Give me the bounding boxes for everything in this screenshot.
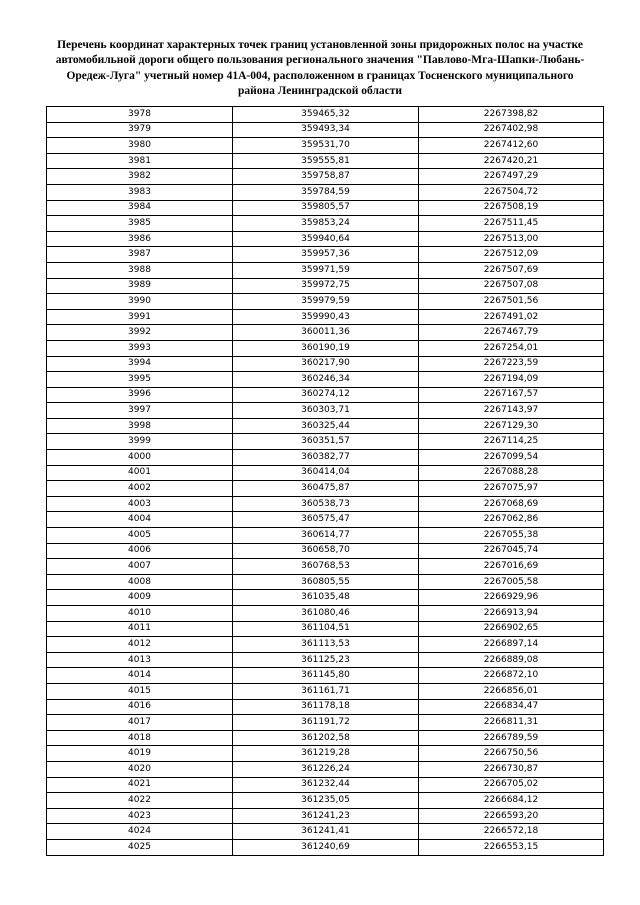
y-coordinate-cell: 2266750,56 [419,746,604,762]
y-coordinate-cell: 2266730,87 [419,761,604,777]
y-coordinate-cell: 2267512,09 [419,247,604,263]
x-coordinate-cell: 360658,70 [233,543,419,559]
table-row [47,262,604,278]
x-coordinate-cell: 361232,44 [233,777,419,793]
x-coordinate-cell: 361202,58 [233,730,419,746]
x-coordinate-cell: 359972,75 [233,278,419,294]
y-coordinate-cell: 2267062,86 [419,512,604,528]
y-coordinate-cell: 2266593,20 [419,808,604,824]
table-row [47,574,604,590]
y-coordinate-cell: 2267114,25 [419,434,604,450]
table-row [47,216,604,232]
y-coordinate-cell: 2266929,96 [419,590,604,606]
table-row [47,761,604,777]
point-number-cell: 3998 [47,418,233,434]
x-coordinate-cell: 359555,81 [233,153,419,169]
y-coordinate-cell: 2267194,09 [419,372,604,388]
y-coordinate-cell: 2267099,54 [419,450,604,466]
x-coordinate-cell: 361191,72 [233,715,419,731]
table-row [47,325,604,341]
point-number-cell: 4003 [47,496,233,512]
point-number-cell: 4017 [47,715,233,731]
table-row [47,824,604,840]
x-coordinate-cell: 361240,69 [233,839,419,855]
point-number-cell: 4014 [47,668,233,684]
x-coordinate-cell: 360475,87 [233,481,419,497]
x-coordinate-cell: 361080,46 [233,606,419,622]
point-number-cell: 4012 [47,637,233,653]
y-coordinate-cell: 2267513,00 [419,231,604,247]
point-number-cell: 3981 [47,153,233,169]
table-row [47,683,604,699]
point-number-cell: 3989 [47,278,233,294]
y-coordinate-cell: 2267504,72 [419,184,604,200]
x-coordinate-cell: 359758,87 [233,169,419,185]
point-number-cell: 4021 [47,777,233,793]
y-coordinate-cell: 2267223,59 [419,356,604,372]
table-row [47,309,604,325]
point-number-cell: 3990 [47,294,233,310]
x-coordinate-cell: 361125,23 [233,652,419,668]
point-number-cell: 3980 [47,138,233,154]
point-number-cell: 3996 [47,387,233,403]
x-coordinate-cell: 360414,04 [233,465,419,481]
table-row [47,481,604,497]
table-row [47,138,604,154]
point-number-cell: 3978 [47,107,233,123]
y-coordinate-cell: 2267167,57 [419,387,604,403]
point-number-cell: 4015 [47,683,233,699]
point-number-cell: 4000 [47,450,233,466]
table-row [47,153,604,169]
table-row [47,543,604,559]
y-coordinate-cell: 2266811,31 [419,715,604,731]
y-coordinate-cell: 2266572,18 [419,824,604,840]
table-row [47,777,604,793]
point-number-cell: 4022 [47,793,233,809]
x-coordinate-cell: 361178,18 [233,699,419,715]
x-coordinate-cell: 359940,64 [233,231,419,247]
point-number-cell: 4011 [47,621,233,637]
table-row [47,668,604,684]
table-row [47,606,604,622]
table-row [47,512,604,528]
point-number-cell: 3986 [47,231,233,247]
table-row [47,465,604,481]
y-coordinate-cell: 2267511,45 [419,216,604,232]
table-row [47,278,604,294]
point-number-cell: 3992 [47,325,233,341]
y-coordinate-cell: 2267088,28 [419,465,604,481]
table-row [47,621,604,637]
table-row [47,652,604,668]
x-coordinate-cell: 359531,70 [233,138,419,154]
point-number-cell: 4024 [47,824,233,840]
coordinates-table [46,106,604,856]
point-number-cell: 3982 [47,169,233,185]
x-coordinate-cell: 360351,57 [233,434,419,450]
table-row [47,496,604,512]
point-number-cell: 4023 [47,808,233,824]
y-coordinate-cell: 2267055,38 [419,528,604,544]
point-number-cell: 4004 [47,512,233,528]
x-coordinate-cell: 361145,80 [233,668,419,684]
y-coordinate-cell: 2267398,82 [419,107,604,123]
x-coordinate-cell: 360217,90 [233,356,419,372]
table-row [47,200,604,216]
table-row [47,637,604,653]
x-coordinate-cell: 360303,71 [233,403,419,419]
point-number-cell: 3997 [47,403,233,419]
table-row [47,169,604,185]
x-coordinate-cell: 360325,44 [233,418,419,434]
table-row [47,122,604,138]
point-number-cell: 4002 [47,481,233,497]
table-row [47,387,604,403]
point-number-cell: 4005 [47,528,233,544]
table-row [47,808,604,824]
y-coordinate-cell: 2267254,01 [419,340,604,356]
x-coordinate-cell: 359784,59 [233,184,419,200]
x-coordinate-cell: 360805,55 [233,574,419,590]
x-coordinate-cell: 361104,51 [233,621,419,637]
title-line: Перечень координат характерных точек границ установленной зоны придорожных полос на участке [57,39,583,51]
table-row [47,528,604,544]
x-coordinate-cell: 359990,43 [233,309,419,325]
table-row [47,356,604,372]
point-number-cell: 4008 [47,574,233,590]
x-coordinate-cell: 360538,73 [233,496,419,512]
point-number-cell: 3979 [47,122,233,138]
table-row [47,247,604,263]
x-coordinate-cell: 359805,57 [233,200,419,216]
point-number-cell: 4006 [47,543,233,559]
y-coordinate-cell: 2266913,94 [419,606,604,622]
y-coordinate-cell: 2266856,01 [419,683,604,699]
table-row [47,793,604,809]
y-coordinate-cell: 2266553,15 [419,839,604,855]
x-coordinate-cell: 361226,24 [233,761,419,777]
table-row [47,418,604,434]
point-number-cell: 3994 [47,356,233,372]
y-coordinate-cell: 2266889,08 [419,652,604,668]
x-coordinate-cell: 361235,05 [233,793,419,809]
y-coordinate-cell: 2266705,02 [419,777,604,793]
table-row [47,559,604,575]
title-line: Оредеж-Луга" учетный номер 41А-004, расположенном в границах Тосненского муниципального [66,69,574,82]
x-coordinate-cell: 360614,77 [233,528,419,544]
y-coordinate-cell: 2267508,19 [419,200,604,216]
x-coordinate-cell: 359957,36 [233,247,419,263]
y-coordinate-cell: 2267501,56 [419,294,604,310]
point-number-cell: 4018 [47,730,233,746]
point-number-cell: 3988 [47,262,233,278]
x-coordinate-cell: 361161,71 [233,683,419,699]
x-coordinate-cell: 361241,41 [233,824,419,840]
x-coordinate-cell: 359971,59 [233,262,419,278]
point-number-cell: 3999 [47,434,233,450]
document-title [40,38,600,99]
y-coordinate-cell: 2266684,12 [419,793,604,809]
y-coordinate-cell: 2267491,02 [419,309,604,325]
table-row [47,372,604,388]
x-coordinate-cell: 360246,34 [233,372,419,388]
x-coordinate-cell: 359853,24 [233,216,419,232]
point-number-cell: 4025 [47,839,233,855]
point-number-cell: 3987 [47,247,233,263]
point-number-cell: 4001 [47,465,233,481]
y-coordinate-cell: 2266834,47 [419,699,604,715]
y-coordinate-cell: 2267129,30 [419,418,604,434]
point-number-cell: 3983 [47,184,233,200]
y-coordinate-cell: 2267143,97 [419,403,604,419]
x-coordinate-cell: 361241,23 [233,808,419,824]
point-number-cell: 4016 [47,699,233,715]
title-line: района Ленинградской области [237,84,403,97]
table-row [47,184,604,200]
point-number-cell: 3985 [47,216,233,232]
table-row [47,699,604,715]
y-coordinate-cell: 2267420,21 [419,153,604,169]
table-row [47,434,604,450]
table-row [47,107,604,123]
table-row [47,294,604,310]
y-coordinate-cell: 2267075,97 [419,481,604,497]
y-coordinate-cell: 2267045,74 [419,543,604,559]
x-coordinate-cell: 361219,28 [233,746,419,762]
y-coordinate-cell: 2267068,69 [419,496,604,512]
point-number-cell: 3993 [47,340,233,356]
x-coordinate-cell: 361035,48 [233,590,419,606]
table-row [47,340,604,356]
y-coordinate-cell: 2266902,65 [419,621,604,637]
x-coordinate-cell: 360011,36 [233,325,419,341]
y-coordinate-cell: 2267507,08 [419,278,604,294]
point-number-cell: 3995 [47,372,233,388]
x-coordinate-cell: 359493,34 [233,122,419,138]
y-coordinate-cell: 2267412,60 [419,138,604,154]
x-coordinate-cell: 359465,32 [233,107,419,123]
x-coordinate-cell: 360382,77 [233,450,419,466]
table-row [47,590,604,606]
point-number-cell: 4010 [47,606,233,622]
table-row [47,746,604,762]
y-coordinate-cell: 2267005,58 [419,574,604,590]
x-coordinate-cell: 360768,53 [233,559,419,575]
y-coordinate-cell: 2267016,69 [419,559,604,575]
x-coordinate-cell: 359979,59 [233,294,419,310]
point-number-cell: 3991 [47,309,233,325]
point-number-cell: 4019 [47,746,233,762]
point-number-cell: 4009 [47,590,233,606]
title-line: автомобильной дороги общего пользования регионального значения "Павлово-Мга-Шапки-Любань- [55,54,585,67]
table-row [47,403,604,419]
point-number-cell: 4013 [47,652,233,668]
y-coordinate-cell: 2267467,79 [419,325,604,341]
table-row [47,450,604,466]
table-row [47,730,604,746]
y-coordinate-cell: 2266872,10 [419,668,604,684]
y-coordinate-cell: 2266789,59 [419,730,604,746]
x-coordinate-cell: 361113,53 [233,637,419,653]
table-row [47,715,604,731]
point-number-cell: 3984 [47,200,233,216]
point-number-cell: 4007 [47,559,233,575]
x-coordinate-cell: 360274,12 [233,387,419,403]
x-coordinate-cell: 360190,19 [233,340,419,356]
table-row [47,839,604,855]
point-number-cell: 4020 [47,761,233,777]
y-coordinate-cell: 2266897,14 [419,637,604,653]
y-coordinate-cell: 2267402,98 [419,122,604,138]
table-row [47,231,604,247]
y-coordinate-cell: 2267497,29 [419,169,604,185]
y-coordinate-cell: 2267507,69 [419,262,604,278]
x-coordinate-cell: 360575,47 [233,512,419,528]
coordinates-table-body [47,107,604,856]
